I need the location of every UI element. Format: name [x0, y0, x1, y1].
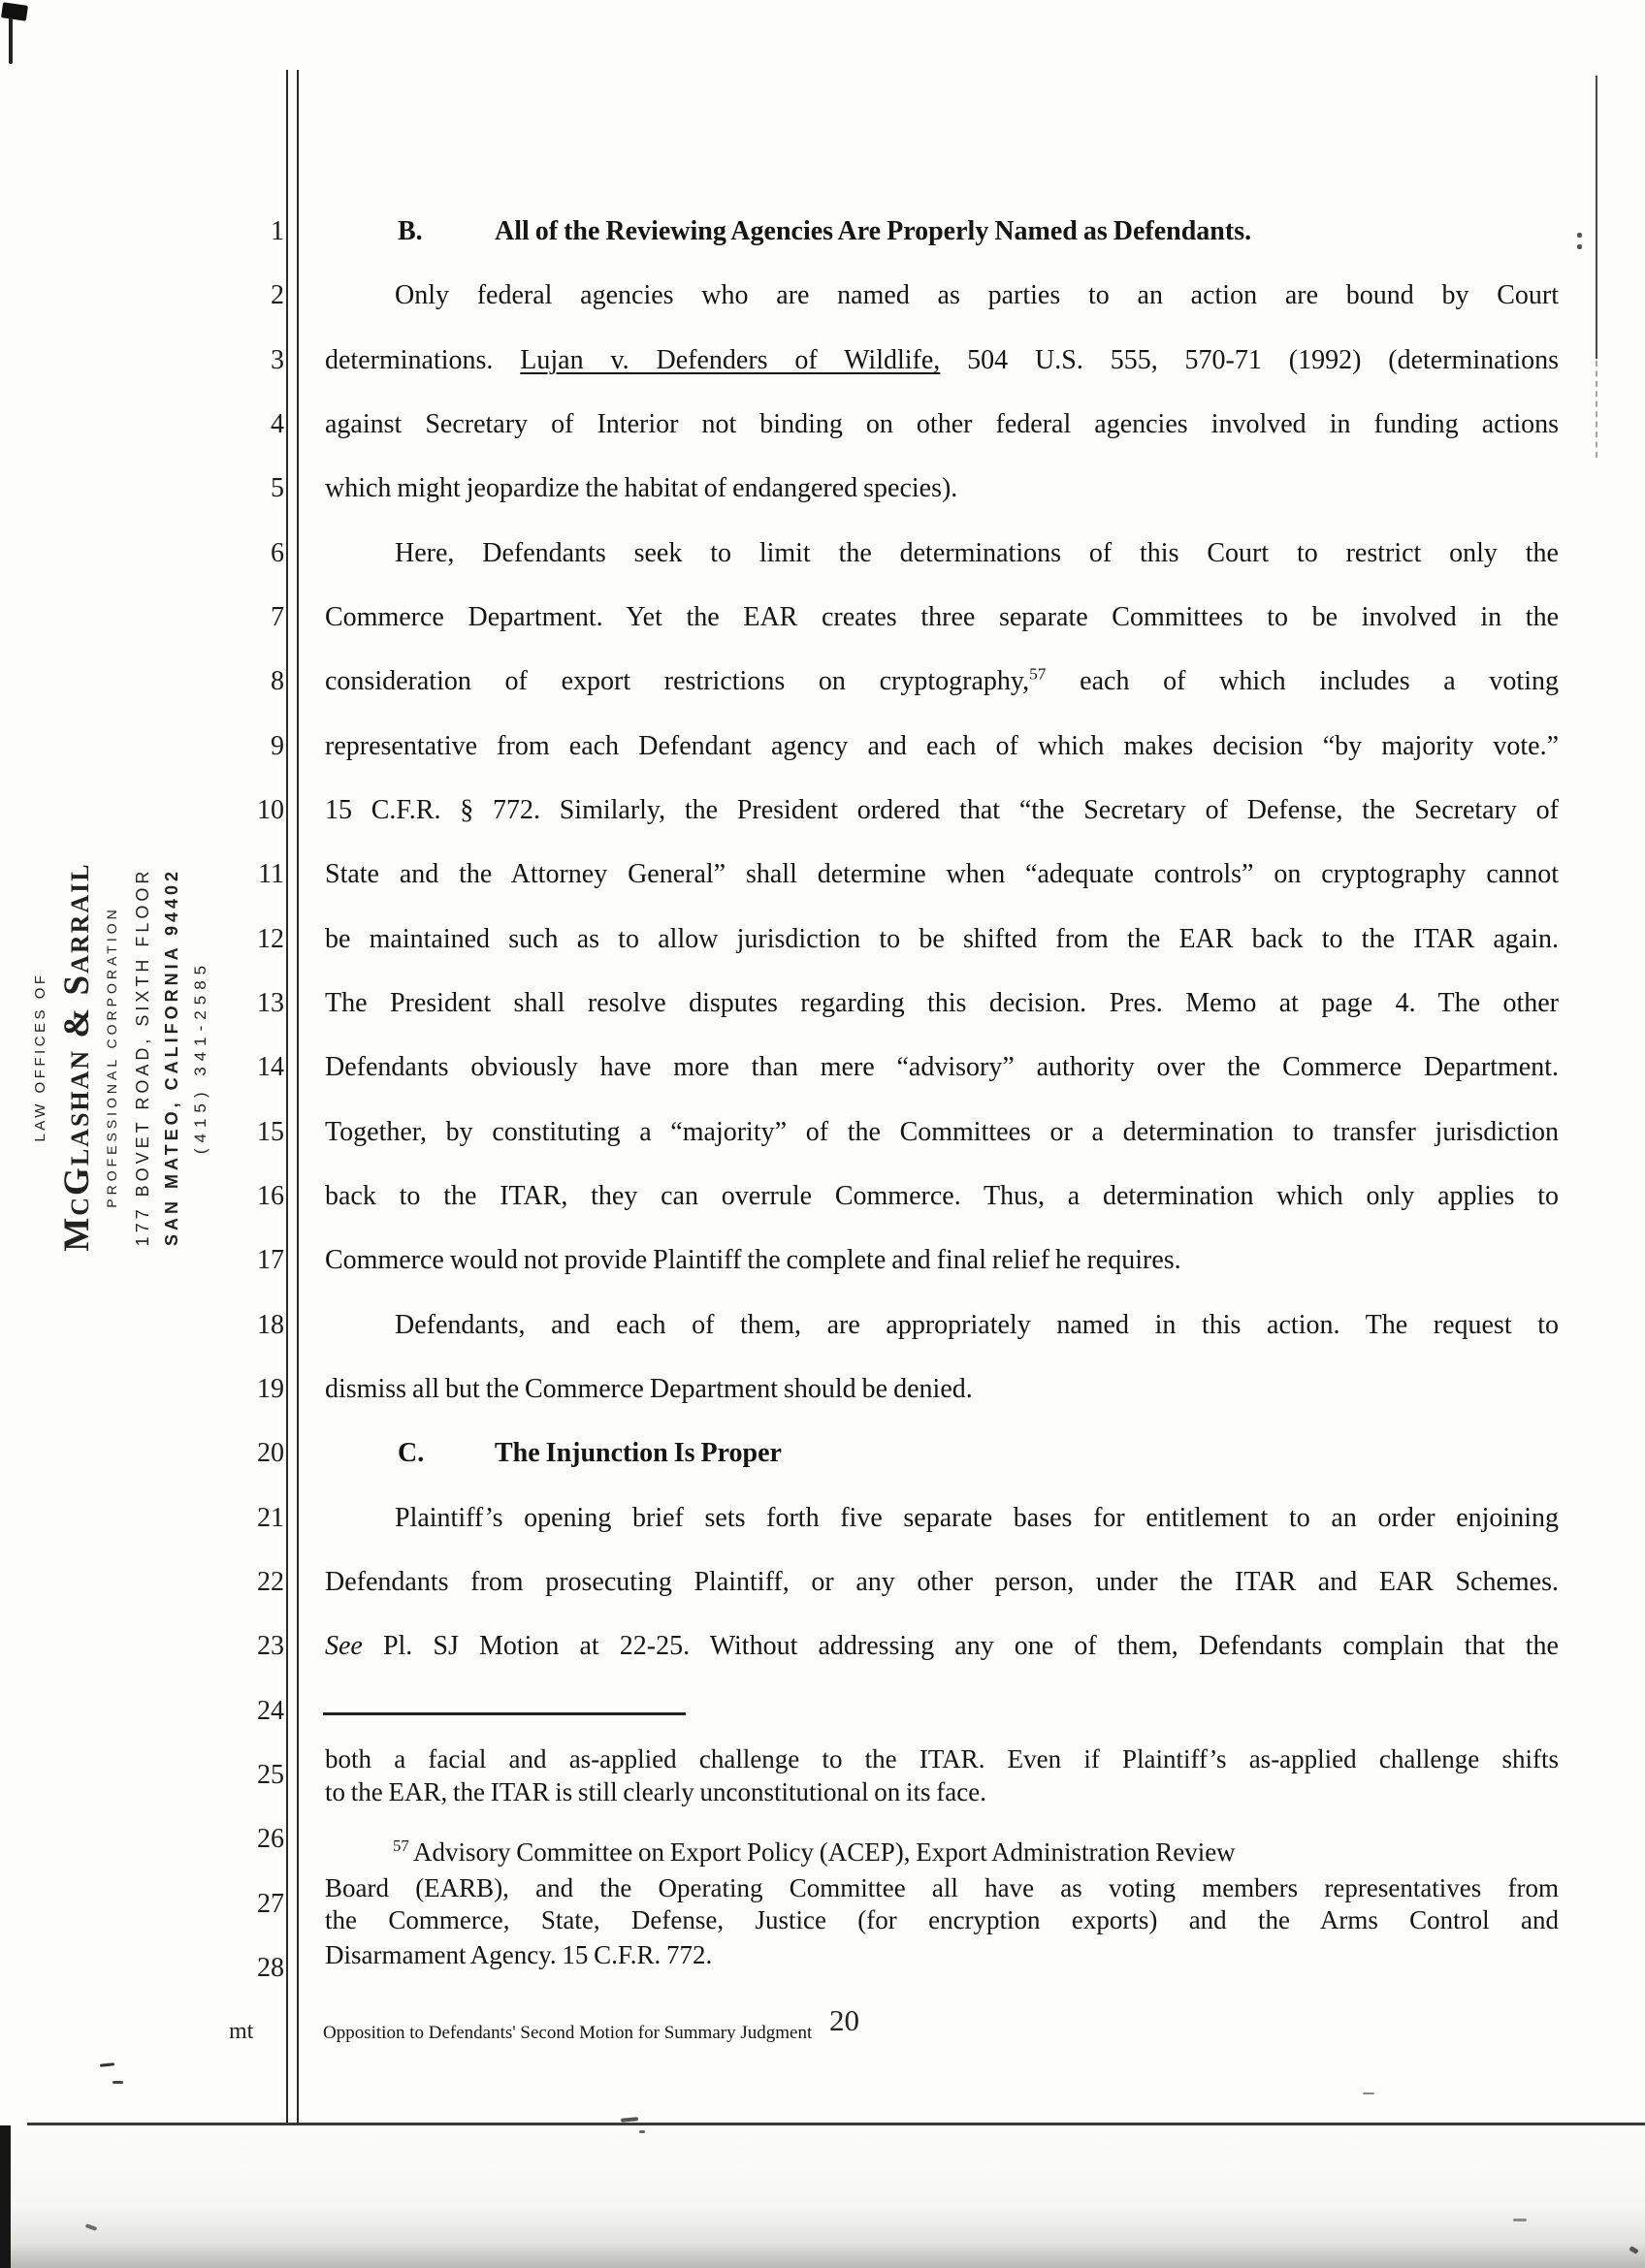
line-number: 22 — [257, 1567, 284, 1597]
scan-artifact — [1363, 2092, 1374, 2094]
body-line: Commerce Department. Yet the EAR creates three separate Committees to be involved in the — [325, 602, 1559, 632]
footnote-57-marker: 57 — [393, 1837, 409, 1855]
footnote-57-line: Board (EARB), and the Operating Committee all have as voting members representatives from — [325, 1873, 1559, 1902]
line-number: 6 — [271, 538, 284, 568]
body-line: be maintained such as to allow jurisdiction to be shifted from the EAR back to the ITAR again. — [325, 924, 1559, 954]
footer-doc-title: Opposition to Defendants' Second Motion for Summary Judgment — [323, 2023, 813, 2043]
footnote-56-line: to the EAR, the ITAR is still clearly unconstitutional on its face. — [325, 1777, 986, 1806]
body-line — [325, 1627, 1559, 1666]
line-number: 10 — [257, 795, 284, 825]
right-margin-rule-dashes — [1596, 361, 1597, 458]
body-line: Defendants from prosecuting Plaintiff, or any other person, under the ITAR and EAR Schemes. — [325, 1567, 1559, 1597]
footnote-57-line: the Commerce, State, Defense, Justice (for encryption exports) and the Arms Control and — [325, 1905, 1559, 1934]
line-number: 18 — [257, 1310, 284, 1340]
line-number: 28 — [257, 1953, 284, 1983]
stamp-corporation-line: PROFESSIONAL CORPORATION — [104, 906, 119, 1208]
footnote-text: Advisory Committee on Export Policy (ACEP), Export Administration Review — [408, 1837, 1236, 1867]
footnote-57-line — [325, 1836, 1559, 1869]
scan-bed-left-bar — [0, 2125, 11, 2268]
scan-artifact — [639, 2130, 645, 2133]
line-number: 20 — [257, 1438, 284, 1468]
scan-artifact — [100, 2062, 114, 2067]
line-number: 16 — [257, 1181, 284, 1211]
section-c-heading — [325, 1434, 1631, 1473]
body-text: 504 U.S. 555, 570-71 (1992) (determinations — [940, 345, 1559, 375]
line-number: 4 — [271, 409, 284, 439]
stamp-firm-name: McGlashan & Sarrail — [57, 862, 97, 1252]
line-number: 25 — [257, 1760, 284, 1790]
footnote-reference: 57 — [1029, 664, 1047, 684]
body-line: The President shall resolve disputes regarding this decision. Pres. Memo at page 4. The other — [325, 988, 1559, 1018]
body-line: dismiss all but the Commerce Department should be denied. — [325, 1374, 973, 1404]
body-line: Plaintiff’s opening brief sets forth five separate bases for entitlement to an order enjoining — [395, 1503, 1559, 1533]
body-line: Here, Defendants seek to limit the determinations of this Court to restrict only the — [395, 538, 1559, 568]
body-line: State and the Attorney General” shall determine when “adequate controls” on cryptography cannot — [325, 859, 1559, 889]
line-number: 26 — [257, 1824, 284, 1854]
stamp-phone-number: (415) 341-2585 — [191, 959, 210, 1155]
section-b-heading — [325, 212, 1631, 251]
law-firm-stamp — [19, 829, 223, 1285]
line-number: 21 — [257, 1503, 284, 1533]
section-c-title: The Injunction Is Proper — [495, 1438, 782, 1468]
stamp-city-address: SAN MATEO, CALIFORNIA 94402 — [162, 867, 181, 1247]
body-line: which might jeopardize the habitat of endangered species). — [325, 473, 958, 503]
footer-page-number: 20 — [829, 2003, 859, 2037]
body-text: consideration of export restrictions on cryptography, — [325, 666, 1030, 696]
scan-artifact — [9, 17, 13, 64]
line-number: 1 — [271, 216, 284, 246]
line-number: 24 — [257, 1696, 284, 1726]
line-number: 15 — [257, 1117, 284, 1147]
body-line: Defendants, and each of them, are appropriately named in this action. The request to — [395, 1310, 1559, 1340]
body-text: each of which includes a voting — [1046, 666, 1559, 696]
italic-see: See — [325, 1631, 363, 1661]
scan-artifact — [621, 2117, 638, 2123]
body-line: Commerce would not provide Plaintiff the complete and final relief he requires. — [325, 1245, 1181, 1275]
line-number: 5 — [271, 473, 284, 503]
body-line — [325, 662, 1559, 701]
stamp-office-line: LAW OFFICES OF — [32, 972, 48, 1142]
line-number: 19 — [257, 1374, 284, 1404]
body-line: 15 C.F.R. § 772. Similarly, the President ordered that “the Secretary of Defense, the Secretary of — [325, 795, 1559, 825]
line-number: 3 — [271, 345, 284, 375]
body-text: determinations. — [325, 345, 521, 375]
line-number: 13 — [257, 988, 284, 1018]
footnote-divider — [323, 1712, 686, 1715]
body-line: back to the ITAR, they can overrule Commerce. Thus, a determination which only applies to — [325, 1181, 1559, 1211]
line-number: 8 — [271, 666, 284, 696]
body-line: representative from each Defendant agency and each of which makes decision “by majority vote.” — [325, 731, 1559, 761]
line-number: 14 — [257, 1052, 284, 1082]
line-number: 9 — [271, 731, 284, 761]
footnote-57-line: Disarmament Agency. 15 C.F.R. 772. — [325, 1940, 713, 1969]
body-text: Pl. SJ Motion at 22-25. Without addressing any one of them, Defendants complain that the — [362, 1631, 1559, 1661]
scan-artifact — [1577, 244, 1582, 249]
scan-artifact — [1513, 2219, 1527, 2221]
stamp-street-address: 177 BOVET ROAD, SIXTH FLOOR — [133, 867, 152, 1247]
scan-artifact — [1577, 233, 1582, 238]
case-citation: Lujan v. Defenders of Wildlife, — [520, 345, 941, 375]
line-number: 27 — [257, 1889, 284, 1919]
line-number: 11 — [258, 859, 284, 889]
body-line: Defendants obviously have more than mere “advisory” authority over the Commerce Department. — [325, 1052, 1559, 1082]
footer-initials: mt — [229, 2019, 254, 2044]
body-line — [325, 341, 1559, 380]
line-number: 7 — [271, 602, 284, 632]
section-b-title: All of the Reviewing Agencies Are Properly Named as Defendants. — [495, 216, 1252, 246]
section-c-label: C. — [398, 1438, 425, 1468]
body-line: Together, by constituting a “majority” of the Committees or a determination to transfer jurisdiction — [325, 1117, 1559, 1147]
line-number: 17 — [257, 1245, 284, 1275]
body-line: against Secretary of Interior not binding on other federal agencies involved in funding actions — [325, 409, 1559, 439]
footnote-56-line: both a facial and as-applied challenge to the ITAR. Even if Plaintiff’s as-applied challenge shifts — [325, 1744, 1559, 1773]
scan-bed-area — [0, 2125, 1645, 2268]
scan-artifact — [113, 2081, 123, 2084]
scan-artifact — [1, 2, 28, 20]
line-number: 12 — [257, 924, 284, 954]
body-line: Only federal agencies who are named as parties to an action are bound by Court — [395, 280, 1559, 310]
section-b-label: B. — [398, 216, 423, 246]
line-number: 23 — [257, 1631, 284, 1661]
line-number-rule — [286, 70, 299, 2124]
line-number: 2 — [271, 280, 284, 310]
